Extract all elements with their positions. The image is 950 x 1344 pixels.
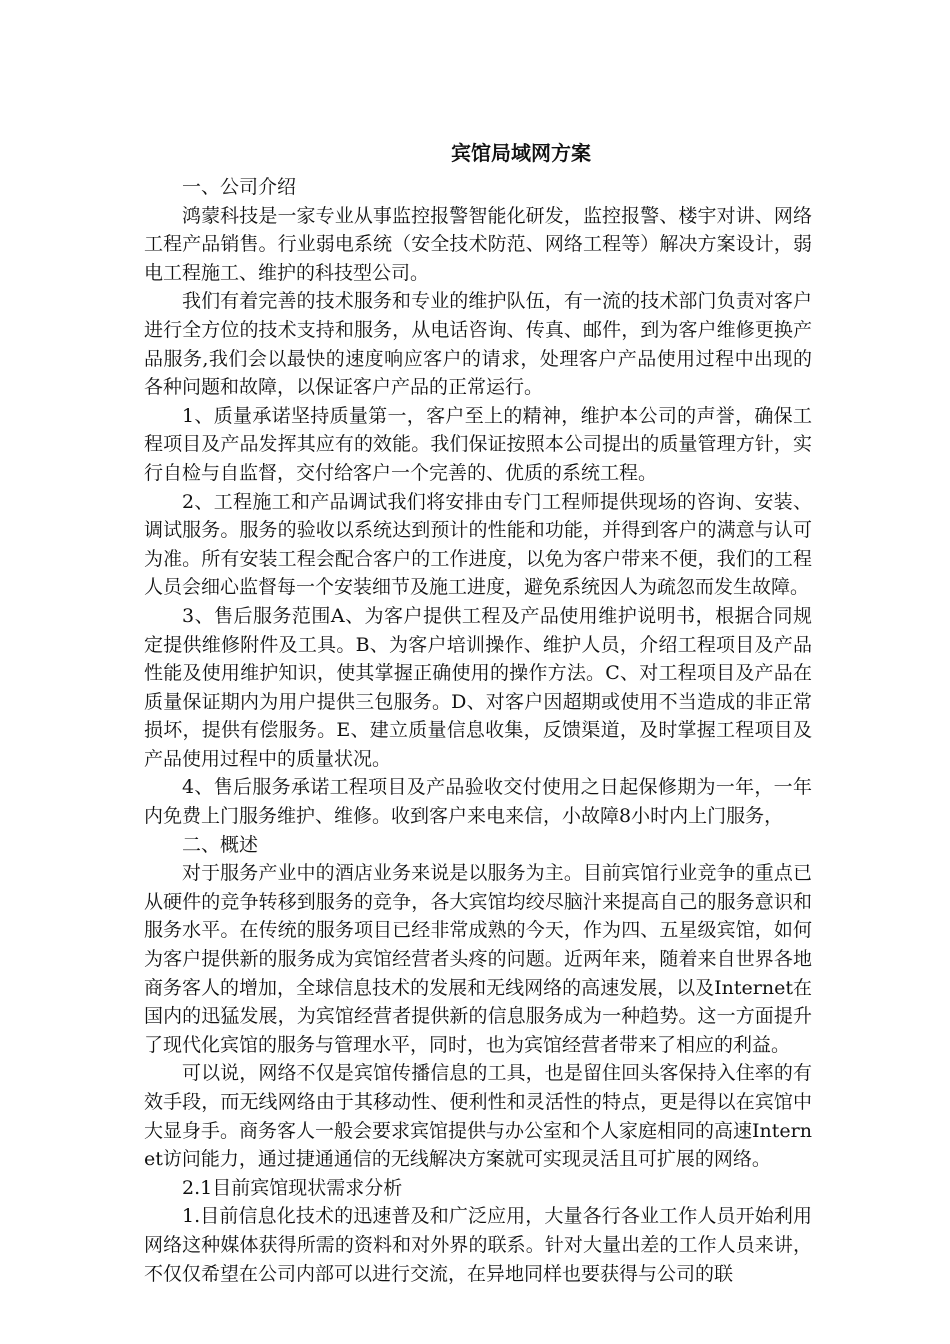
paragraph-after-sales-commitment: 4、售后服务承诺工程项目及产品验收交付使用之日起保修期为一年，一年内免费上门服务维护、维修。收到客户来电来信，小故障8小时内上门服务， xyxy=(144,776,812,828)
paragraph-construction-debugging: 2、工程施工和产品调试我们将安排由专门工程师提供现场的咨询、安装、调试服务。服务的验收以系统达到预计的性能和功能，并得到客户的满意与认可为准。所有安装工程会配合客户的工作进度，以免为客户带来不便，我们的工程人员会细心监督每一个安装细节及施工进度，避免系统因人为疏忽而发生故障。 xyxy=(144,490,812,599)
section-heading-company-intro: 一、公司介绍 xyxy=(182,176,297,198)
paragraph-requirements-item-1: 1.目前信息化技术的迅速普及和广泛应用，大量各行各业工作人员开始利用网络这种媒体获得所需的资料和对外界的联系。针对大量出差的工作人员来讲，不仅仅希望在公司内部可以进行交流，在异地同样也要获得与公司的联 xyxy=(144,1205,812,1285)
paragraph-after-sales-scope: 3、售后服务范围A、为客户提供工程及产品使用维护说明书，根据合同规定提供维修附件及工具。B、为客户培训操作、维护人员，介绍工程项目及产品性能及使用维护知识，使其掌握正确使用的操作方法。C、对工程项目及产品在质量保证期内为用户提供三包服务。D、对客户因超期或使用不当造成的非正常损坏，提供有偿服务。E、建立质量信息收集，反馈渠道，及时掌握工程项目及产品使用过程中的质量状况。 xyxy=(144,604,812,770)
section-heading-overview: 二、概述 xyxy=(182,833,259,856)
paragraph-service-team: 我们有着完善的技术服务和专业的维护队伍，有一流的技术部门负责对客户进行全方位的技术支持和服务，从电话咨询、传真、邮件，到为客户维修更换产品服务,我们会以最快的速度响应客户的请求，处理客户产品使用过程中出现的各种问题和故障，以保证客户产品的正常运行。 xyxy=(144,290,812,399)
section-heading-requirements: 2.1目前宾馆现状需求分析 xyxy=(182,1176,403,1199)
document-title: 宾馆局域网方案 xyxy=(451,141,591,165)
paragraph-hotel-service-overview: 对于服务产业中的酒店业务来说是以服务为主。目前宾馆行业竞争的重点已从硬件的竞争转移到服务的竞争，各大宾馆均绞尽脑汁来提高自己的服务意识和服务水平。在传统的服务项目已经非常成熟的今天，作为四、五星级宾馆，如何为客户提供新的服务成为宾馆经营者头疼的问题。近两年来，随着来自世界各地商务客人的增加，全球信息技术的发展和无线网络的高速发展，以及Internet在国内的迅猛发展，为宾馆经营者提供新的信息服务成为一种趋势。这一方面提升了现代化宾馆的服务与管理水平，同时，也为宾馆经营者带来了相应的利益。 xyxy=(144,862,812,1056)
document-body xyxy=(144,138,812,1288)
paragraph-quality-promise: 1、质量承诺坚持质量第一，客户至上的精神，维护本公司的声誉，确保工程项目及产品发挥其应有的效能。我们保证按照本公司提出的质量管理方针，实行自检与自监督，交付给客户一个完善的、优质的系统工程。 xyxy=(144,404,812,484)
paragraph-wireless-network-value: 可以说，网络不仅是宾馆传播信息的工具，也是留住回头客保持入住率的有效手段，而无线网络由于其移动性、便利性和灵活性的特点，更是得以在宾馆中大显身手。商务客人一般会要求宾馆提供与办公室和个人家庭相同的高速Internet访问能力，通过捷通通信的无线解决方案就可实现灵活且可扩展的网络。 xyxy=(144,1062,812,1171)
paragraph-company-profile: 鸿蒙科技是一家专业从事监控报警智能化研发，监控报警、楼宇对讲、网络工程产品销售。行业弱电系统（安全技术防范、网络工程等）解决方案设计，弱电工程施工、维护的科技型公司。 xyxy=(144,204,812,284)
